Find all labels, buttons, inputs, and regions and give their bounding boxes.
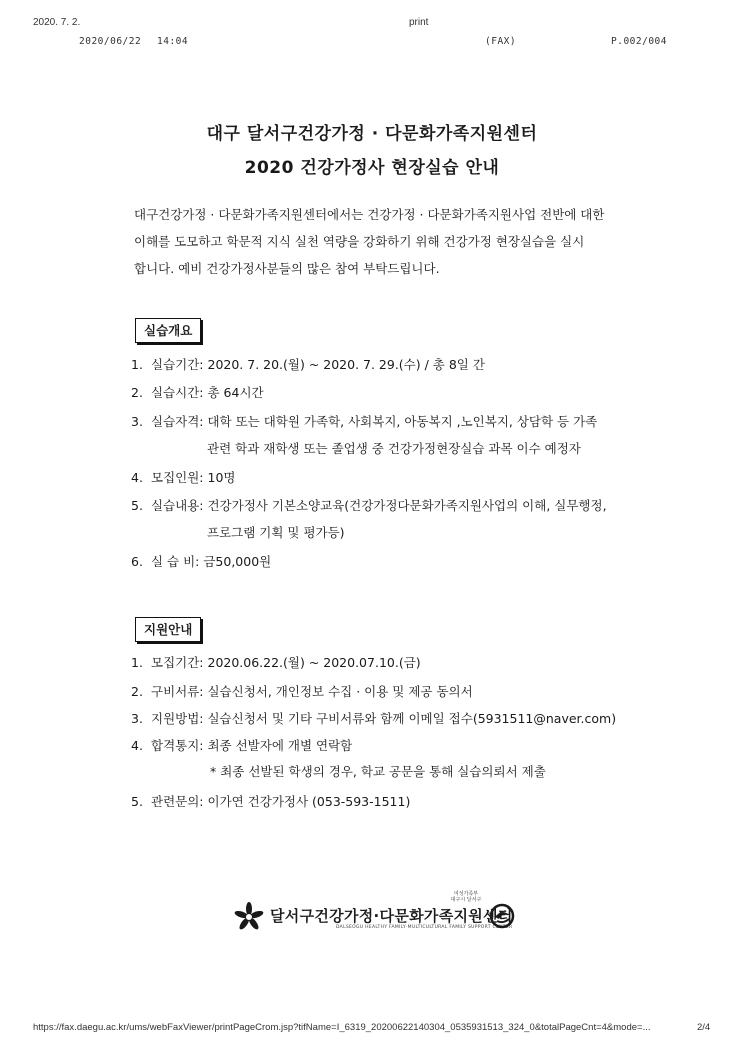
ministry-tag-line-2: 대구시 달서구 <box>450 896 482 903</box>
intro-line-3: 합니다. 예비 건강가정사분들의 많은 참여 부탁드립니다. <box>134 261 440 276</box>
item-text: 모집기간: 2020.06.22.(월) ~ 2020.07.10.(금) <box>151 655 421 670</box>
ministry-tag-line-1: 여성가족부 <box>453 891 479 897</box>
item-number: 5. <box>131 794 143 809</box>
item-text: 지원방법: 실습신청서 및 기타 구비서류와 함께 이메일 접수(5931511@naver.com) <box>151 711 617 726</box>
item-text: 모집인원: 10명 <box>151 470 236 485</box>
item-number: 6. <box>131 554 143 569</box>
overview-item-3-continued: 관련 학과 재학생 또는 졸업생 중 건강가정현장실습 과목 이수 예정자 <box>207 441 581 456</box>
print-url: https://fax.daegu.ac.kr/ums/webFaxViewer/printPageCrom.jsp?tifName=I_6319_20200622140304_0535931513_324_0&totalPageCnt=4&mode=... <box>33 1022 651 1033</box>
center-logo-subtitle: DALSEOGU HEALTHY FAMILY·MULTICULTURAL FAMILY SUPPORT CENTER <box>336 925 513 930</box>
print-page-number: 2/4 <box>697 1022 711 1033</box>
intro-line-2: 이해를 도모하고 학문적 지식 실천 역량을 강화하기 위해 건강가정 현장실습을 실시 <box>134 234 585 249</box>
overview-item-5-continued: 프로그램 기획 및 평가등) <box>207 525 345 540</box>
item-text: 관련문의: 이가연 건강가정사 (053-593-1511) <box>151 794 411 809</box>
item-text: 합격통지: 최종 선발자에 개별 연락함 <box>151 738 353 753</box>
print-date: 2020. 7. 2. <box>33 17 81 28</box>
item-number: 2. <box>131 385 143 400</box>
item-number: 2. <box>131 684 143 699</box>
overview-item-5 <box>131 500 607 513</box>
document-title-line2: 2020 건강가정사 현장실습 안내 <box>244 158 500 178</box>
item-text: 실습기간: 2020. 7. 20.(월) ~ 2020. 7. 29.(수) / 총 8일 간 <box>151 357 485 372</box>
application-item-1 <box>131 657 421 670</box>
fax-label: (FAX) <box>485 36 517 47</box>
ministry-tag <box>444 892 488 903</box>
overview-item-1 <box>131 359 485 372</box>
item-text: 실습시간: 총 64시간 <box>151 385 264 400</box>
item-text: 구비서류: 실습신청서, 개인정보 수집 · 이용 및 제공 동의서 <box>151 684 473 699</box>
item-number: 1. <box>131 357 143 372</box>
application-item-5 <box>131 796 410 809</box>
item-number: 3. <box>131 414 143 429</box>
overview-item-3 <box>131 416 597 429</box>
item-text: 실습자격: 대학 또는 대학원 가족학, 사회복지, 아동복지 ,노인복지, 상담학 등 가족 <box>151 414 598 429</box>
overview-item-6 <box>131 556 271 569</box>
item-number: 1. <box>131 655 143 670</box>
fax-date: 2020/06/22 <box>79 36 142 47</box>
center-emblem-icon <box>489 903 515 929</box>
document-title-line1: 대구 달서구건강가정 · 다문화가족지원센터 <box>206 124 538 144</box>
application-item-2 <box>131 686 473 699</box>
center-logo-flower-icon <box>234 902 264 932</box>
item-text: 실습내용: 건강가정사 기본소양교육(건강가정다문화가족지원사업의 이해, 실무행정, <box>151 498 607 513</box>
application-item-3 <box>131 713 616 726</box>
center-logo-name: 달서구건강가정·다문화가족지원센터 <box>270 907 513 925</box>
section-heading-overview: 실습개요 <box>135 318 201 343</box>
item-number: 5. <box>131 498 143 513</box>
overview-item-4 <box>131 472 235 485</box>
print-title: print <box>409 17 429 28</box>
item-number: 3. <box>131 711 143 726</box>
fax-time: 14:04 <box>157 36 189 47</box>
fax-page: P.002/004 <box>611 36 667 47</box>
overview-item-2 <box>131 387 264 400</box>
application-item-4-note: * 최종 선발된 학생의 경우, 학교 공문을 통해 실습의뢰서 제출 <box>210 764 546 779</box>
intro-line-1: 대구건강가정 · 다문화가족지원센터에서는 건강가정 · 다문화가족지원사업 전반에 대한 <box>134 207 605 222</box>
item-number: 4. <box>131 738 143 753</box>
section-heading-application: 지원안내 <box>135 617 201 642</box>
item-text: 실 습 비: 금50,000원 <box>151 554 272 569</box>
item-number: 4. <box>131 470 143 485</box>
application-item-4 <box>131 740 352 753</box>
